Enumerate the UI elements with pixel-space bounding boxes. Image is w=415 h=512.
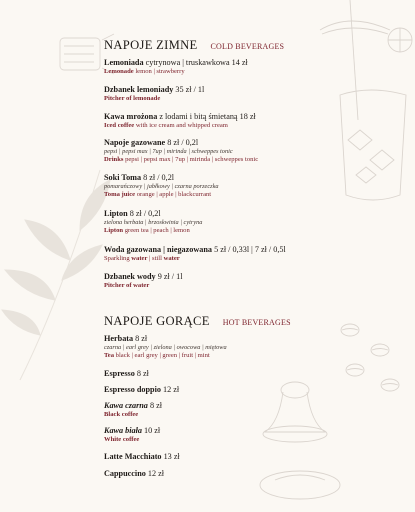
item-details-pl: zielona herbata | brzoskwinia | cytryna: [104, 219, 203, 226]
item-name: Dzbanek wody: [104, 272, 156, 281]
item-name: Cappuccino: [104, 469, 146, 478]
item-name: Kawa biała: [104, 426, 142, 435]
item-details-pl: pomarańczowy | jabłkowy | czarna porzeczka: [104, 183, 219, 190]
item-name-en: Pitcher of water: [104, 282, 150, 289]
item-name-en: Pitcher of lemonade: [104, 95, 161, 102]
item-details: cytrynowa | truskawkowa 14 zł: [143, 58, 248, 67]
section-hot-header: [104, 312, 291, 330]
item-name: Soki Toma: [104, 173, 142, 182]
menu-item: [104, 369, 149, 379]
item-name-en: Toma juice: [104, 191, 136, 198]
item-details-en: pepsi | pepsi max | 7up | mirinda | schweppes tonic: [123, 156, 259, 163]
item-name-en: Lipton: [104, 227, 124, 234]
item-name: Lipton: [104, 209, 128, 218]
item-details: 8 zł: [147, 401, 163, 410]
item-details-en: | still: [147, 255, 164, 262]
item-name: Espresso: [104, 369, 135, 378]
menu-item: [104, 452, 180, 462]
coffee-beans-sketch-icon: [330, 310, 410, 400]
menu-item: [104, 112, 256, 131]
item-details: 8 zł / 0,2l: [127, 209, 161, 218]
section-hot-subtitle: HOT BEVERAGES: [222, 318, 291, 327]
item-name: Latte Macchiato: [104, 452, 162, 461]
leaf-branch-sketch-icon: [0, 150, 120, 390]
ice-cup-sketch-icon: [300, 0, 415, 230]
item-details-en: black | earl grey | green | fruit | mint: [114, 352, 210, 359]
menu-item: [104, 173, 219, 200]
item-name-en: Iced coffee: [104, 122, 135, 129]
section-cold-title: NAPOJE ZIMNE: [104, 38, 198, 52]
item-details: 35 zł / 1l: [173, 85, 205, 94]
item-name: Espresso doppio: [104, 385, 161, 394]
item-name: Kawa mrożona: [104, 112, 158, 121]
menu-item: [104, 334, 227, 361]
coffee-tamper-sketch-icon: [245, 370, 365, 510]
item-details: z lodami i bitą śmietaną 18 zł: [157, 112, 256, 121]
item-details: 8 zł / 0,2l: [141, 173, 175, 182]
item-name: Lemoniada: [104, 58, 144, 67]
menu-item: [104, 85, 204, 104]
menu-item: [104, 385, 179, 395]
menu-item: [104, 469, 164, 479]
menu-item: [104, 209, 202, 236]
menu-item: [104, 138, 258, 165]
section-cold-subtitle: COLD BEVERAGES: [210, 42, 285, 51]
item-details-en: Sparkling: [104, 255, 132, 262]
item-details: 12 zł: [160, 385, 180, 394]
item-details: 12 zł: [145, 469, 165, 478]
item-name: Napoje gazowane: [104, 138, 166, 147]
item-name-en: Tea: [104, 352, 115, 359]
item-name-en: Lemonade: [104, 68, 134, 75]
menu-item: [104, 245, 286, 264]
item-name-en: Black coffee: [104, 411, 139, 418]
item-name: Dzbanek lemoniady: [104, 85, 174, 94]
item-details: 8 zł: [133, 334, 148, 343]
item-details-en: with ice cream and whipped cream: [134, 122, 228, 129]
item-name-en: water: [131, 255, 148, 262]
menu-item: [104, 401, 162, 420]
item-details-en: green tea | peach | lemon: [123, 227, 190, 234]
section-cold-header: [104, 36, 284, 54]
menu-item: [104, 272, 182, 291]
item-name-en: water: [163, 255, 180, 262]
item-name: Herbata: [104, 334, 134, 343]
item-name-en: Drinks: [104, 156, 124, 163]
section-hot-title: NAPOJE GORĄCE: [104, 314, 210, 328]
item-details-en: lemon | strawberry: [133, 68, 185, 75]
item-name: Kawa czarna: [104, 401, 148, 410]
item-details: 13 zł: [161, 452, 180, 461]
item-details-pl: pepsi | pepsi max | 7up | mirinda | schweppes tonic: [104, 148, 233, 155]
item-details: 8 zł / 0,2l: [165, 138, 199, 147]
item-details: 5 zł / 0,33l | 7 zł / 0,5l: [212, 245, 286, 254]
item-details-pl: czarna | earl grey | zielona | owocowa | miętowa: [104, 344, 227, 351]
item-details-en: orange | apple | blackcurrant: [135, 191, 212, 198]
item-details: 8 zł: [134, 369, 149, 378]
menu-item: [104, 58, 248, 77]
item-name-en: White coffee: [104, 436, 140, 443]
item-name: Woda gazowana | niegazowana: [104, 245, 213, 254]
menu-item: [104, 426, 160, 445]
item-details: 9 zł / 1l: [155, 272, 183, 281]
item-details: 10 zł: [142, 426, 161, 435]
